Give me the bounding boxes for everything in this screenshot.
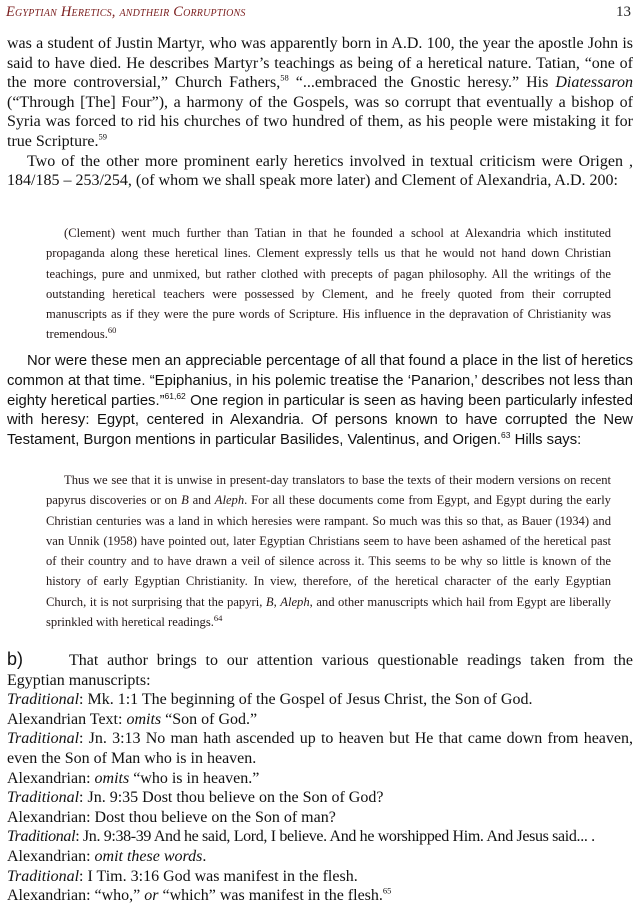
footnote-ref: 63 [501,430,511,441]
section-b [7,650,633,906]
block-quote-clement [46,223,611,345]
reading-text: Alexandrian: [7,769,95,787]
reading-emphasis: omit these words [94,847,203,865]
reading-line [7,710,633,730]
reading-text: : Jn. 9:35 Dost thou believe on the Son of God? [79,789,384,807]
block-quote-hills [46,470,611,632]
reading-text: “which” was manifest in the flesh. [158,887,383,905]
paragraph-text: One region in particular is seen as having been particularly infested with heresy: Egypt, centered in Alexandria. Of persons known to have corrupted the New Testament, Burgon mentions in particular Basilides, Valentinus, and Origen. [7,392,633,449]
paragraph-text: Hills says: [510,432,582,449]
page-number: 13 [616,4,631,20]
paragraph-text: (“Through [The] Four”), a harmony of the Gospels, was so corrupt that eventually a bishop of Syria was forced to rid his churches of two hundred of them, as his people were mistaking it for true Scripture. [7,93,633,150]
footnote-ref: 64 [213,612,223,623]
reading-source: Traditional [7,828,76,846]
emphasized-title: Diatessaron [555,74,633,92]
reading-text: “who is in heaven.” [129,769,260,787]
reading-text: : Mk. 1:1 The beginning of the Gospel of Jesus Christ, the Son of God. [79,691,533,709]
footnote-ref: 61,62 [164,390,186,401]
footnote-ref: 59 [98,131,108,142]
page-header [6,4,631,26]
quote-text: , [273,594,281,609]
reading-source: Traditional [7,730,80,748]
reading-line [7,729,633,768]
footnote-ref: 58 [280,72,289,83]
reading-emphasis: omits [94,769,130,787]
reading-text: : Jn. 3:13 No man hath ascended up to heaven but He that came down from heaven, even the Son of Man who is in heaven. [7,730,633,767]
reading-text: . [202,847,207,865]
section-label: b) [7,649,24,669]
quote-text: . For all these documents come from Egypt, and Egypt during the early Christian centuries was a land in which heresies were rampant. So much was this so that, as Bauer (1934) and van Unnik (1958) have pointed out, later Egyptian Christians seem to have been ashamed of the heretical past of their country and to have drawn a veil of silence across it. This seems to be why so little is known of the history of early Egyptian Christianity. In view, therefore, of the heretical character of the early Egyptian Church, it is not surprising that the papyri, [46,493,611,609]
reading-line [7,769,633,789]
running-title: Egyptian Heretics, andtheir Corruptions [6,4,246,20]
paragraph-text: Nor were these men an appreciable percentage of all that found a place in the list of heretics common at that time. “Epiphanius, in his polemic treatise the ‘Panarion,’ describes not less than eighty heretical parties.” [7,353,633,409]
quote-text: and [188,493,215,508]
reading-line [7,886,633,906]
readings-list [7,690,633,906]
reading-line [7,847,633,867]
reading-source: Traditional [7,789,80,807]
manuscript-name: B [265,594,274,609]
footnote-ref: 60 [107,325,117,336]
section-intro: That author brings to our attention various questionable readings taken from the Egyptian manuscripts: [7,652,633,689]
manuscript-name: Aleph [214,493,245,508]
reading-text: Alexandrian: Dost thou believe on the Son of man? [7,808,336,826]
manuscript-name: Aleph [280,594,310,609]
quote-text: (Clement) went much further than Tatian in that he founded a school at Alexandria which instituted propaganda along these heretical lines. Clement expressly tells us that he would not hand down Christian teachings, pure and unmixed, but rather clothed with precepts of pagan philosophy. All the writings of the outstanding heretical teachers were possessed by Clement, and he freely quoted from their corrupted manuscripts as if they were the pure words of Scripture. His influence in the depravation of Christianity was tremendous. [46,226,611,342]
reading-emphasis: or [144,887,159,905]
paragraph-tatian [7,34,633,191]
reading-line [7,788,633,808]
quote-text: Thus we see that it is unwise in present-day translators to base the texts of their modern versions on recent papyrus discoveries or on [46,473,611,508]
reading-text: : I Tim. 3:16 God was manifest in the flesh. [79,867,358,885]
reading-line [7,690,633,710]
quote-text: , and other manuscripts which hail from Egypt are liberally sprinkled with heretical readings. [46,594,612,630]
reading-text: Alexandrian Text: [7,710,127,728]
paragraph-text: Two of the other more prominent early heretics involved in textual criticism were Origen , 184/185 – 253/254, (of whom we shall speak more later) and Clement of Alexandria, A.D. 200: [7,152,633,190]
manuscript-name: B [181,493,189,508]
reading-text: : Jn. 9:38-39 And he said, Lord, I believe. And he worshipped Him. And Jesus said... . [75,828,595,846]
paragraph-epiphanius [7,352,633,451]
reading-source: Traditional [7,691,80,709]
paragraph-text: “...embraced the Gnostic heresy.” His [288,74,556,92]
reading-line [7,808,633,828]
footnote-ref: 65 [382,885,392,896]
reading-text: “Son of God.” [161,710,258,728]
paragraph-text: was a student of Justin Martyr, who was apparently born in A.D. 100, the year the apostle John is said to have died. He describes Martyr’s teachings as being of a heretical nature. Tatian, “one of the more controversial,” Church Fathers, [7,35,633,92]
reading-text: Alexandrian: “who,” [7,887,145,905]
reading-source: Traditional [7,867,80,885]
paragraph-origen-clement [7,152,633,191]
reading-line [7,867,633,887]
reading-emphasis: omits [126,710,162,728]
reading-line [7,827,633,847]
reading-text: Alexandrian: [7,847,95,865]
